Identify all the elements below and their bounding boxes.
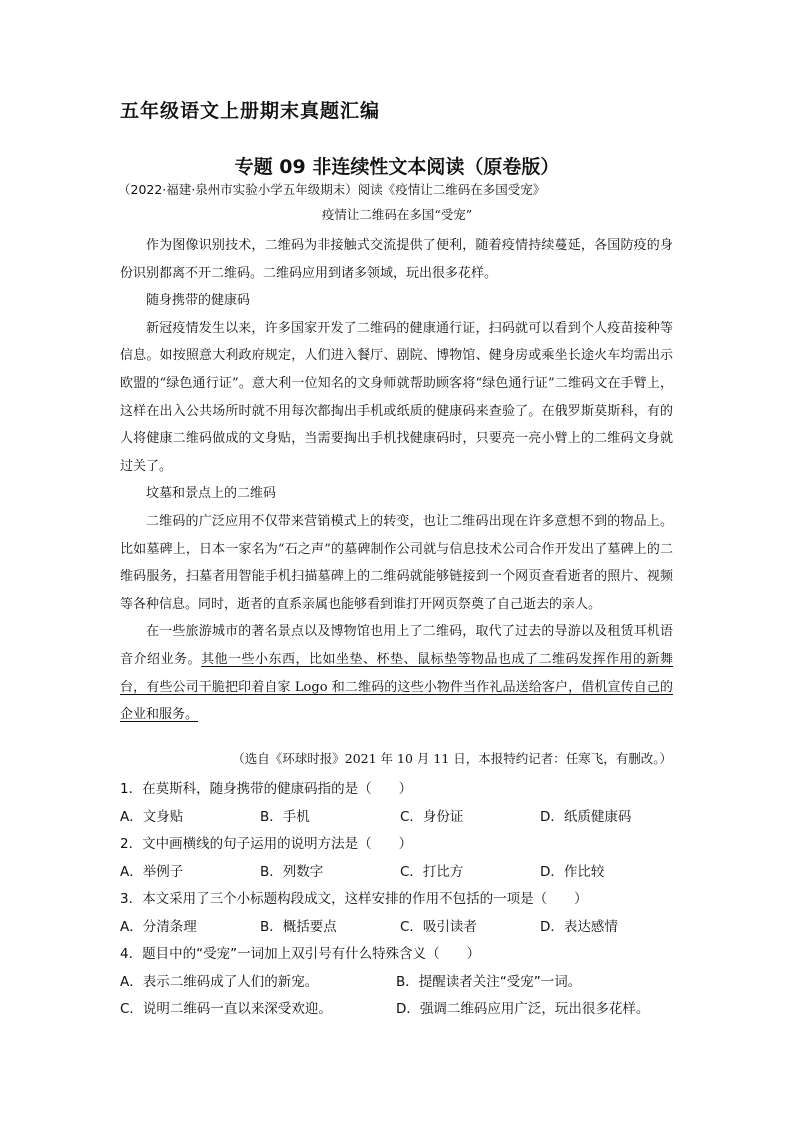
option-c[interactable]: C．说明二维码一直以来深受欢迎。 (120, 1001, 332, 1017)
option-b[interactable]: B．列数字 (260, 863, 324, 880)
document-title: 五年级语文上册期末真题汇编 (120, 100, 381, 122)
underlined-sentence: 其他一些小东西，比如坐垫、杯垫、鼠标垫等物品也成了二维码发挥作用的新舞台，有些公司干脆把印着自家 Logo 和二维码的这些小物件当作礼品送给客户，借机宣传自己的企业和服务。 (120, 651, 673, 723)
option-d[interactable]: D．纸质健康码 (540, 808, 632, 825)
article-body (120, 232, 673, 729)
option-d[interactable]: D．表达感情 (540, 918, 618, 935)
option-b[interactable]: B．手机 (260, 808, 310, 825)
option-a[interactable]: A．分清条理 (120, 918, 197, 935)
question-stem: 4．题目中的“受宠”一词加上双引号有什么特殊含义（ ） (120, 946, 481, 962)
question-stem: 1．在莫斯科，随身携带的健康码指的是（ ） (120, 781, 413, 797)
option-a[interactable]: A．文身贴 (120, 808, 184, 825)
option-c[interactable]: C．身份证 (400, 808, 464, 825)
source-line: （2022·福建·泉州市实验小学五年级期末）阅读《疫情让二维码在多国受宠》 (118, 182, 546, 197)
scenic-plain-text: 在一些旅游城市的著名景点以及博物馆也用上了二维码，取代了过去的导游以及租赁耳机语音介绍业务。 (120, 624, 673, 667)
option-d[interactable]: D．强调二维码应用广泛，玩出很多花样。 (396, 1001, 650, 1017)
question-list (120, 776, 680, 1024)
option-a[interactable]: A．举例子 (120, 863, 184, 880)
option-b[interactable]: B．概括要点 (260, 918, 337, 935)
question-stem: 3．本文采用了三个小标题构段成文，这样安排的作用不包括的一项是（ ） (120, 891, 588, 907)
paragraph-health-code: 新冠疫情发生以来，许多国家开发了二维码的健康通行证，扫码就可以看到个人疫苗接种等信息。如按照意大利政府规定，人们进入餐厅、剧院、博物馆、健身房或乘坐长途火车均需出示欧盟的“绿色通行证”。意大利一位知名的文身师就帮助顾客将“绿色通行证”二维码文在手臂上，这样在出入公共场所时就不用每次都掏出手机或纸质的健康码来查验了。在俄罗斯莫斯科，有的人将健康二维码做成的文身贴，当需要掏出手机找健康码时，只要亮一亮小臂上的二维码文身就过关了。 (120, 320, 673, 474)
option-b[interactable]: B．提醒读者关注“受宠”一词。 (396, 973, 582, 990)
option-row (120, 914, 680, 942)
option-c[interactable]: C．吸引读者 (400, 918, 477, 935)
option-d[interactable]: D．作比较 (540, 863, 605, 880)
subheading-health-code: 随身携带的健康码 (146, 293, 251, 309)
topic-title: 专题 09 非连续性文本阅读（原卷版） (234, 156, 560, 178)
option-row (120, 804, 680, 832)
option-row (120, 859, 680, 887)
paragraph-intro: 作为图像识别技术，二维码为非接触式交流提供了便利，随着疫情持续蔓延，各国防疫的身份识别都离不开二维码。二维码应用到诸多领域，玩出很多花样。 (120, 238, 673, 281)
option-a[interactable]: A．表示二维码成了人们的新宠。 (120, 973, 319, 990)
paragraph-tombstone: 二维码的广泛应用不仅带来营销模式上的转变，也让二维码出现在许多意想不到的物品上。比如墓碑上，日本一家名为“石之声”的墓碑制作公司就与信息技术公司合作开发出了墓碑上的二维码服务，扫墓者用智能手机扫描墓碑上的二维码就能够链接到一个网页查看逝者的照片、视频等各种信息。同时，逝者的直系亲属也能够看到谁打开网页祭奠了自己逝去的亲人。 (120, 513, 673, 612)
article-title: 疫情让二维码在多国“受宠” (321, 207, 473, 222)
question-stem: 2．文中画横线的句子运用的说明方法是（ ） (120, 836, 413, 852)
citation: （选自《环球时报》2021 年 10 月 11 日，本报特约记者：任寒飞，有删改。） (232, 751, 672, 766)
paragraph-scenic (120, 618, 673, 728)
option-row (120, 996, 680, 1024)
option-row (120, 969, 680, 997)
subheading-tomb-scenic: 坟墓和景点上的二维码 (146, 486, 277, 502)
option-c[interactable]: C．打比方 (400, 863, 464, 880)
